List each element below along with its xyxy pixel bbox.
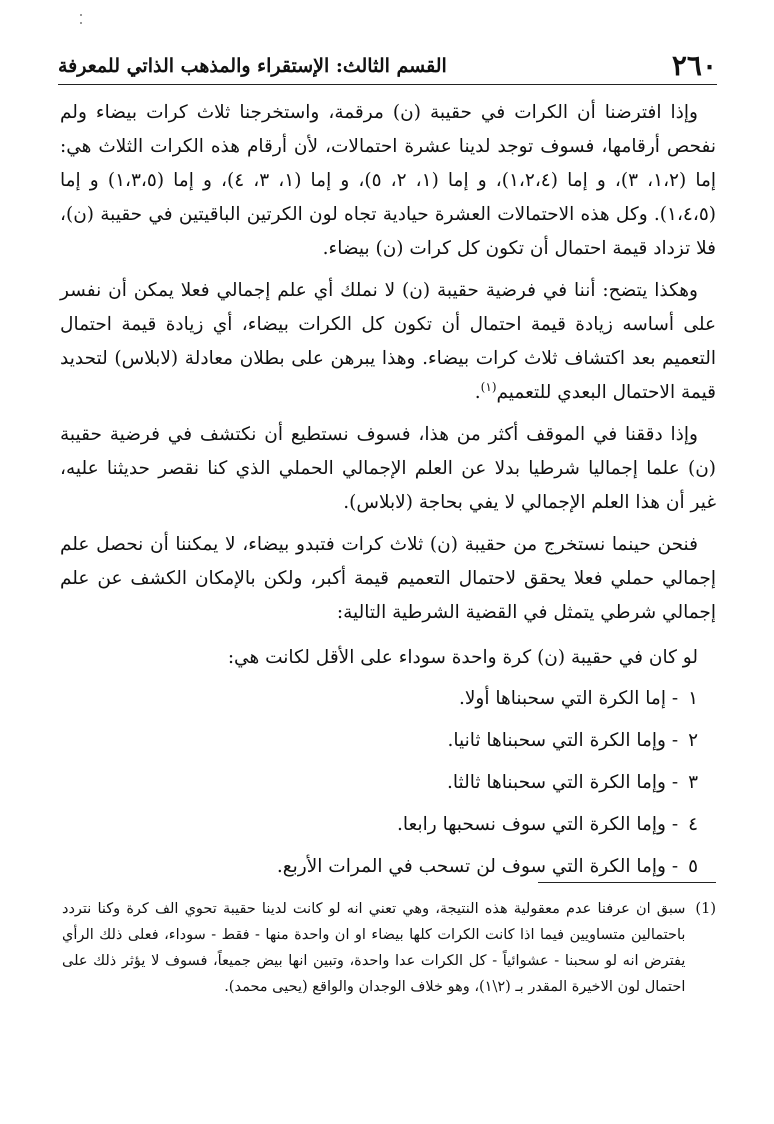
list-item	[60, 762, 716, 804]
list-item-text: - وإما الكرة التي سحبناها ثالثا.	[447, 772, 679, 793]
conditional-lead: لو كان في حقيبة (ن) كرة واحدة سوداء على الأقل لكانت هي:	[227, 647, 698, 668]
conditional-list	[60, 678, 716, 888]
list-item	[60, 804, 716, 846]
list-item-text: - وإما الكرة التي سوف لن تسحب في المرات الأربع.	[276, 856, 679, 877]
list-item	[60, 678, 716, 720]
page-number: ٢٦٠	[671, 49, 717, 82]
scan-speck	[80, 22, 82, 24]
list-item-number: ١	[688, 688, 698, 709]
scan-speck	[80, 14, 82, 16]
main-text	[60, 96, 716, 888]
list-item-number: ٢	[688, 730, 698, 751]
list-item-number: ٥	[688, 856, 698, 877]
list-item	[60, 720, 716, 762]
list-item-text: - وإما الكرة التي سوف نسحبها رابعا.	[397, 814, 679, 835]
footnote-reference[interactable]: (١)	[480, 379, 497, 394]
paragraph: وإذا دققنا في الموقف أكثر من هذا، فسوف نستطيع أن نكتشف في فرضية حقيبة (ن) علما إجماليا شرطيا بدلا عن العلم الإجمالي الحملي الذي كنا نقصر حديثنا عليه، غير أن هذا العلم الإجمالي لا يفي بحاجة (لابلاس).	[60, 424, 716, 513]
running-title: القسم الثالث: الإستقراء والمذهب الذاتي للمعرفة	[58, 55, 447, 77]
paragraph: وإذا افترضنا أن الكرات في حقيبة (ن) مرقمة، واستخرجنا ثلاث كرات بيضاء ولم نفحص أرقامها، فسوف توجد لدينا عشرة احتمالات، لأن أرقام هذه الكرات الثلاث هي: إما (١،٢، ٣)، و إما (١،٢،٤)، و إما (١، ٢، ٥)، و إما (١، ٣، ٤)، و إما (١،٣،٥) و إما (١،٤،٥). وكل هذه الاحتمالات العشرة حيادية تجاه لون الكرتين الباقيتين في حقيبة (ن)، فلا تزداد قيمة احتمال أن تكون كل كرات (ن) بيضاء.	[60, 102, 717, 259]
paragraph-text: وهكذا يتضح: أننا في فرضية حقيبة (ن) لا نملك أي علم إجمالي فعلا يمكن أن نفسر على أساسه زيادة قيمة احتمال أن تكون كل الكرات بيضاء، أي زيادة قيمة احتمال التعميم بعد اكتشاف ثلاث كرات بيضاء. وهذا يبرهن على بطلان معادلة (لابلاس) لتحديد قيمة الاحتمال البعدي للتعميم	[60, 280, 716, 403]
footnote	[62, 896, 716, 1000]
list-item-text: - إما الكرة التي سحبناها أولا.	[458, 688, 679, 709]
footnote-text: سبق ان عرفنا عدم معقولية هذه النتيجة، وهي تعني انه لو كانت لدينا حقيبة تحوي الف كرة وكنا نتردد باحتمالين متساويين فيما اذا كانت الكرات كلها بيضاء او ان واحدة منها - فقط - سوداء، فعلى ذلك الرأي يفترض انه لو سحبنا - عشوائياً - كل الكرات عدا واحدة، وتبين انها بيض جميعاً، فسوف لا يؤثر ذلك على احتمال لون الاخيرة المقدر بـ (٢\١)، وهو خلاف الوجدان والواقع (يحيى محمد).	[62, 901, 686, 995]
footnote-mark: (1)	[695, 901, 716, 917]
list-item-number: ٤	[688, 814, 698, 835]
list-item-number: ٣	[688, 772, 698, 793]
footnote-divider	[538, 882, 716, 883]
paragraph-end: .	[474, 382, 481, 403]
paragraph	[60, 274, 716, 410]
page-header	[58, 44, 717, 85]
paragraph: فنحن حينما نستخرج من حقيبة (ن) ثلاث كرات فتبدو بيضاء، لا يمكننا أن نحصل علم إجمالي حملي فعلا يحقق لاحتمال التعميم قيمة أكبر، ولكن بالإمكان الكشف عن علم إجمالي شرطي يتمثل في القضية الشرطية التالية:	[60, 534, 716, 623]
list-item-text: - وإما الكرة التي سحبناها ثانيا.	[447, 730, 679, 751]
